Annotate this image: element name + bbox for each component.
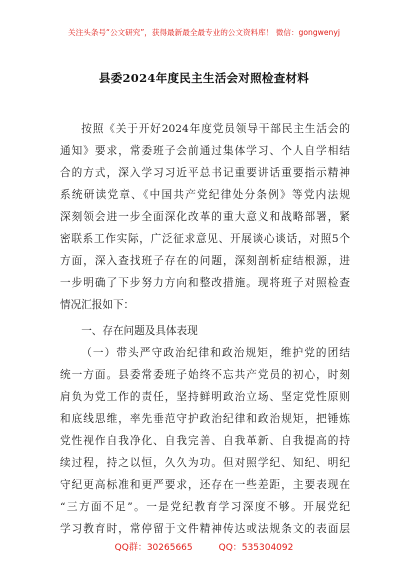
paragraph-line: 统一方面。县委常委班子始终不忘共产党员的初心，时刻 (60, 369, 350, 381)
qq-contact-text: QQ：535304092 (218, 543, 294, 553)
paragraph-line: （一）带头严守政治纪律和政治规矩，维护党的团结 (81, 347, 350, 359)
paragraph-line: 密联系工作实际，广泛征求意见、开展谈心谈话，对照5个 (60, 233, 350, 245)
paragraph-line: 通知》要求，常委班子会前通过集体学习、个人自学相结 (60, 145, 350, 157)
paragraph-line: 学习教育时，常停留于文件精神传达或法规条文的表面层 (60, 523, 350, 535)
paragraph-line: 深刻领会进一步全面深化改革的重大意义和战略部署，紧 (60, 211, 350, 223)
paragraph-line: 和底线思维，率先垂范守护政治纪律和政治规矩，把锤炼 (60, 413, 350, 425)
contact-footer (0, 540, 408, 553)
paragraph-line: 按照《关于开好2024年度党员领导干部民主生活会的 (81, 123, 350, 135)
paragraph-line: 一步明确了下步努力方向和整改措施。现将班子对照检查 (60, 277, 350, 289)
paragraph-line: 方面，深入查找班子存在的问题，深刻剖析症结根源，进 (60, 255, 350, 267)
paragraph-line: 党性视作自我净化、自我完善、自我革新、自我提高的持 (60, 435, 350, 447)
document-title: 县委2024年度民主生活会对照检查材料 (98, 71, 310, 85)
paragraph-line: “三方面不足”。一是党纪教育学习深度不够。开展党纪 (60, 501, 350, 513)
document-body (60, 118, 350, 540)
promo-banner: 关注头条号“公文研究”，获得最新最全最专业的公文资料库！ 微信：gongwenyj (68, 28, 340, 37)
paragraph-line: 合的方式，深入学习习近平总书记重要讲话重要指示精神 (60, 167, 350, 179)
paragraph-line: 系统研读党章、《中国共产党纪律处分条例》等党内法规 (60, 189, 350, 201)
paragraph-line: 肩负为党工作的责任，坚持鲜明政治立场、坚定党性原则 (60, 391, 350, 403)
paragraph-line: 续过程，持之以恒，久久为功。但对照学纪、知纪、明纪 (60, 457, 350, 469)
section-heading: 一、存在问题及具体表现 (81, 325, 198, 337)
qq-group-text: QQ群：30265665 (114, 543, 193, 553)
paragraph-line: 守纪更高标准和更严要求，还存在一些差距，主要表现在 (60, 479, 350, 491)
paragraph-line: 情况汇报如下： (60, 299, 135, 311)
